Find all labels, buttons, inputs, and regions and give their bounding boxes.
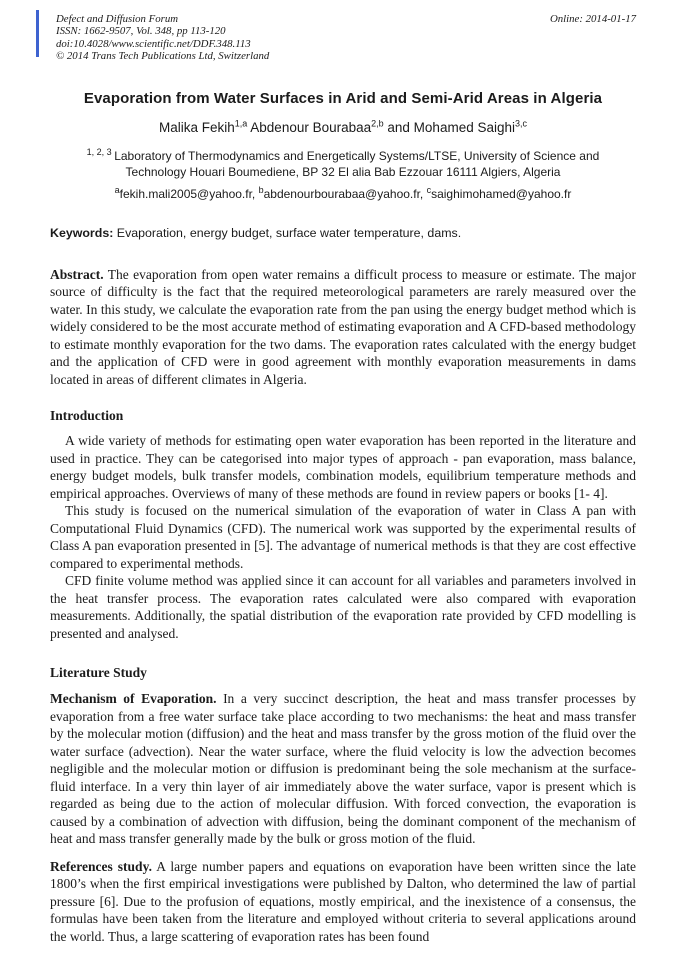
email-marker: b [258, 184, 264, 195]
references-lead: References study. [50, 858, 152, 874]
doi-line: doi:10.4028/www.scientific.net/DDF.348.113 [56, 37, 251, 50]
author-name: Abdenour Bourabaa [247, 119, 372, 135]
abstract-label: Abstract. [50, 266, 104, 282]
authors-line [50, 120, 636, 135]
keywords-label: Keywords: [50, 225, 114, 240]
section-heading-literature-study: Literature Study [50, 665, 147, 681]
email-address: saighimohamed@yahoo.fr [431, 186, 572, 201]
email-marker: c [426, 184, 432, 195]
references-text: A large number papers and equations on evaporation have been written since the late 1800’s when the first empirical investigations were published by Dalton, who determined the law of partial pressure [6]. Due to the profusion of equations, mostly empirical, and the inexistence of a consensus, the formulas have been taken from the literature and employed without criteria to several applications around the world. Thus, a large scattering of evaporation rates has been found [50, 858, 636, 944]
emails-line [50, 184, 636, 201]
abstract-text: The evaporation from open water remains a difficult process to measure or estimate. The major source of difficulty is the fact that the required meteorological parameters are rarely measured over the water. In this study, we calculate the evaporation rate from the pan using the energy budget method which is widely considered to be the most accurate method of estimating evaporation and A CFD-based methodology to estimate monthly evaporation for the two dams. The evaporation rates calculated with the energy budget and the application of CFD were in good agreement with monthly evaporation measurements in dams located in areas of different climates in Algeria. [50, 266, 636, 387]
introduction-paragraph-2: This study is focused on the numerical simulation of the evaporation of water in Class A pan with Computational Fluid Dynamics (CFD). The numerical work was supported by the experimental results of Class A pan evaporation presented in [5]. The advantage of numerical methods is that they are cost effective compared to experimental methods. [50, 503, 636, 571]
email-address: abdenourbourabaa@yahoo.fr, [263, 186, 427, 201]
copyright-line: © 2014 Trans Tech Publications Ltd, Switzerland [56, 50, 270, 63]
issn-line: ISSN: 1662-9507, Vol. 348, pp 113-120 [56, 25, 226, 38]
author-name: and Mohamed Saighi [383, 119, 515, 135]
introduction-paragraph-1: A wide variety of methods for estimating open water evaporation has been reported in the literature and used in practice. They can be categorised into major types of approach - pan evaporation, mass balance, energy budget models, bulk transfer models, combination models, equilibrium temperature methods and empirical approaches. Overviews of many of these methods are found in review papers or books [1- 4]. [50, 433, 636, 501]
references-study-paragraph [50, 858, 636, 946]
author-affiliation-marker: 2,b [371, 118, 384, 129]
journal-name: Defect and Diffusion Forum [56, 13, 179, 25]
paper-title: Evaporation from Water Surfaces in Arid and Semi-Arid Areas in Algeria [83, 89, 603, 107]
affiliation [50, 148, 636, 180]
abstract-paragraph [50, 266, 636, 389]
mechanism-of-evaporation-paragraph [50, 690, 636, 848]
affiliation-marker: 1, 2, 3 [86, 146, 115, 157]
publication-info [56, 13, 269, 63]
author-name: Malika Fekih [158, 119, 235, 135]
introduction-paragraph-3: CFD finite volume method was applied since it can account for all variables and parameters involved in the heat transfer process. The evaporation rates calculated were also compared with evaporation measurements. Additionally, the spatial distribution of the evaporation rate provided by CFD modelling is presented and analysed. [50, 573, 636, 641]
mechanism-lead: Mechanism of Evaporation. [50, 691, 217, 707]
author-affiliation-marker: 3,c [515, 118, 528, 129]
keywords-text: Evaporation, energy budget, surface water temperature, dams. [113, 225, 462, 240]
mechanism-text: In a very succinct description, the heat and mass transfer processes by evaporation from a free water surface take place according to two mechanisms: the heat and mass transfer by the molecular motion (diffusion) and the heat and mass transfer by the gross motion of the fluid over the water surface (advection). Near the water surface, where the fluid velocity is low the advection becomes negligible and the molecular motion or diffusion is predominant being the sole mechanism at the surface-fluid interface. In a very thin layer of air immediately above the water surface, vapor is present which is regarded as being due to the action of molecular diffusion. With forced convection, the evaporation is caused by a combination of advection with diffusion, being the dominant component of the mechanism of heat and mass transfer generally made by the bulk or gross motion of the fluid. [50, 691, 636, 847]
author-affiliation-marker: 1,a [234, 118, 248, 129]
email-marker: a [114, 184, 120, 195]
section-heading-introduction: Introduction [50, 408, 124, 424]
affiliation-text: Laboratory of Thermodynamics and Energetically Systems/LTSE, University of Science and Technology Houari Boumediene, BP 32 El alia Bab Ezzouar 16111 Algiers, Algeria [114, 148, 600, 179]
email-address: fekih.mali2005@yahoo.fr, [119, 186, 259, 201]
online-date: Online: 2014-01-17 [549, 13, 636, 25]
page-header [50, 13, 636, 63]
keywords-line [50, 226, 636, 240]
left-edge-selection-bar [36, 10, 39, 57]
